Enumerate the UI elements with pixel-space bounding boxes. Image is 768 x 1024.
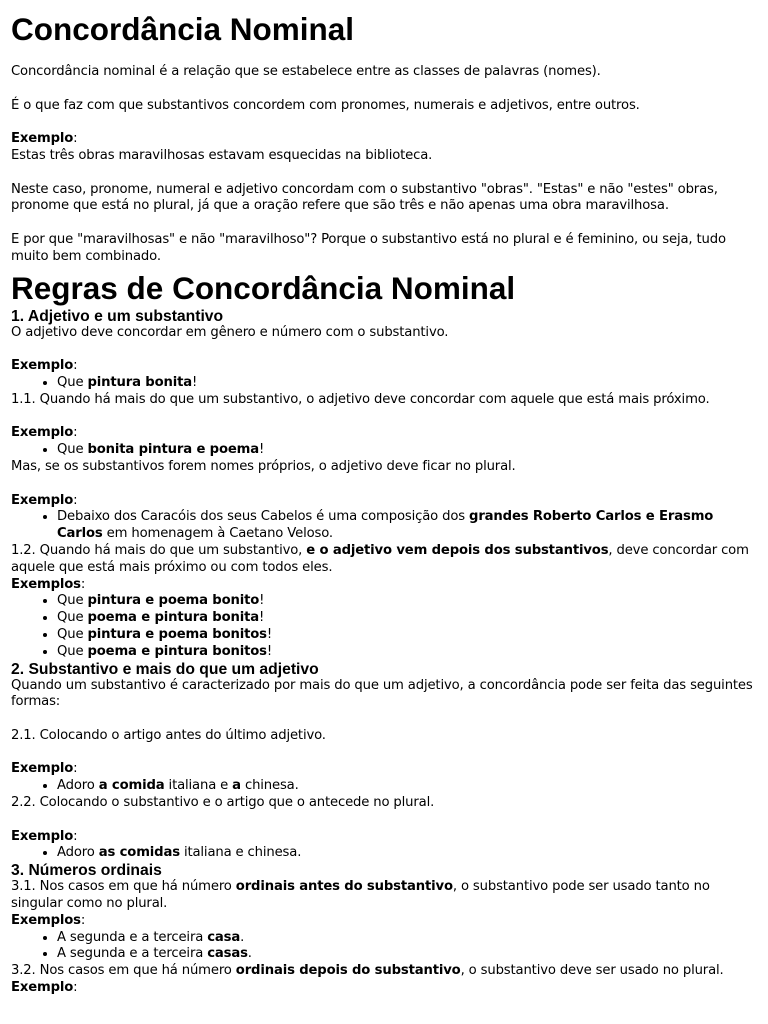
colon: :: [73, 492, 78, 508]
text-run: Que: [57, 374, 88, 390]
bold-text: ordinais antes do substantivo: [235, 879, 453, 895]
rule-1-1: 1.1. Quando há mais do que um substantivo, o adjetivo deve concordar com aquele que está mais próximo.: [11, 391, 710, 407]
text-run: Adoro: [57, 845, 99, 861]
page-title: Concordância Nominal: [11, 11, 355, 47]
s2-example-2-list: [11, 845, 757, 862]
text-run: !: [259, 610, 265, 626]
bold-text: casas: [207, 946, 248, 962]
text-run: chinesa.: [240, 778, 299, 794]
example-label: Exemplo: [11, 761, 74, 777]
proper-nouns-text: Mas, se os substantivos forem nomes próprios, o adjetivo deve ficar no plural.: [11, 458, 516, 474]
heading-numeros-ordinais: 3. Números ordinais: [11, 862, 162, 880]
heading-substantivo-adjetivos: 2. Substantivo e mais do que um adjetivo: [11, 660, 319, 678]
bold-text: poema e pintura bonitos: [87, 643, 267, 659]
text-run: 1.2. Quando há mais do que um substantivo,: [11, 542, 307, 558]
rule-3-1: [11, 879, 757, 913]
intro-paragraph-3: Neste caso, pronome, numeral e adjetivo concordam com o substantivo "obras". "Estas" e não "estes" obras, pronome que está no plural, já que a oração refere que são três e não apenas uma obra maravilhosa.: [11, 181, 718, 214]
rule-3-2: [11, 963, 757, 980]
heading-adjetivo-substantivo: 1. Adjetivo e um substantivo: [11, 307, 224, 325]
text-run: A segunda e a terceira: [57, 946, 208, 962]
list-item: [57, 627, 757, 644]
s2-text: Quando um substantivo é caracterizado por mais do que um adjetivo, a concordância pode ser feita das seguintes formas:: [11, 677, 753, 710]
intro-paragraph-1: Concordância nominal é a relação que se estabelece entre as classes de palavras (nomes).: [11, 64, 601, 79]
list-item: [57, 375, 757, 392]
colon: :: [80, 912, 86, 928]
section-title-rules: Regras de Concordância Nominal: [11, 269, 516, 306]
bold-text: pintura e poema bonito: [87, 593, 260, 609]
list-item: [57, 930, 757, 947]
text-run: italiana e chinesa.: [179, 845, 302, 861]
intro-example-text: Estas três obras maravilhosas estavam esquecidas na biblioteca.: [11, 147, 433, 163]
text-run: .: [247, 946, 252, 962]
rule-1-2: [11, 543, 757, 577]
s1-example-1-list: [11, 375, 757, 392]
example-label: Exemplos: [11, 912, 81, 928]
s3-example-1-label: [11, 913, 757, 930]
s1-text: O adjetivo deve concordar em gênero e número com o substantivo.: [11, 324, 449, 340]
text-run: Que: [57, 626, 88, 642]
s1-example-4-label: [11, 577, 757, 594]
bold-text: a: [232, 778, 241, 794]
colon: :: [73, 980, 78, 996]
list-item: [57, 509, 757, 543]
text-run: Que: [57, 643, 88, 659]
bold-text: poema e pintura bonita: [87, 610, 260, 626]
intro-paragraph-4: E por que "maravilhosas" e não "maravilhoso"? Porque o substantivo está no plural e é feminino, ou seja, tudo muito bem combinado.: [11, 231, 726, 264]
text-run: , deve concordar com aquele que está mais próximo ou com todos eles.: [11, 542, 749, 575]
text-run: , o substantivo pode ser usado tanto no singular como no plural.: [11, 879, 710, 912]
s1-example-4-list: [11, 593, 757, 660]
s1-example-1-label: [11, 358, 757, 375]
text-run: 3.2. Nos casos em que há número: [11, 963, 236, 979]
s1-example-2-label: [11, 425, 757, 442]
text-run: A segunda e a terceira: [57, 929, 208, 945]
list-item: [57, 610, 757, 627]
text-run: !: [266, 626, 273, 642]
s2-example-1-list: [11, 778, 757, 795]
example-label: Exemplo: [11, 358, 74, 374]
text-run: em homenagem à Caetano Veloso.: [102, 526, 333, 542]
intro-example-label: [11, 131, 757, 148]
bold-text: grandes Roberto Carlos e Erasmo Carlos: [57, 509, 714, 542]
colon: :: [80, 576, 86, 592]
bold-text: pintura e poema bonitos: [87, 626, 267, 642]
list-item: [57, 845, 757, 862]
list-item: [57, 442, 757, 459]
rule-2-2: 2.2. Colocando o substantivo e o artigo que o antecede no plural.: [11, 795, 435, 811]
text-run: !: [259, 593, 265, 609]
s1-example-3-label: [11, 493, 757, 510]
s2-example-1-label: [11, 761, 757, 778]
list-item: [57, 593, 757, 610]
list-item: [57, 946, 757, 963]
example-label: Exemplo: [11, 131, 74, 147]
text-run: .: [240, 929, 245, 945]
intro-paragraph-2: É o que faz com que substantivos concordem com pronomes, numerais e adjetivos, entre outros.: [11, 97, 640, 113]
list-item: [57, 778, 757, 795]
text-run: Que: [57, 442, 88, 458]
s1-example-2-list: [11, 442, 757, 459]
colon: :: [73, 761, 78, 777]
bold-text: e o adjetivo vem depois dos substantivos: [306, 542, 609, 558]
rule-2-1: 2.1. Colocando o artigo antes do último adjetivo.: [11, 727, 326, 743]
text-run: Que: [57, 593, 88, 609]
list-item: [57, 644, 757, 661]
s3-example-1-list: [11, 930, 757, 964]
s2-example-2-label: [11, 829, 757, 846]
colon: :: [73, 425, 78, 441]
bold-text: a comida: [98, 778, 165, 794]
text-run: Debaixo dos Caracóis dos seus Cabelos é uma composição dos: [57, 509, 470, 525]
s1-example-3-list: [11, 509, 757, 543]
text-run: !: [266, 643, 273, 659]
text-run: !: [192, 374, 198, 390]
example-label: Exemplo: [11, 828, 74, 844]
bold-text: as comidas: [98, 845, 180, 861]
text-run: 3.1. Nos casos em que há número: [11, 879, 236, 895]
bold-text: casa: [207, 929, 241, 945]
text-run: Que: [57, 610, 88, 626]
text-run: Adoro: [57, 778, 99, 794]
colon: :: [73, 358, 78, 374]
text-run: , o substantivo deve ser usado no plural.: [460, 963, 724, 979]
bold-text: pintura bonita: [87, 374, 192, 390]
text-run: italiana e: [164, 778, 233, 794]
bold-text: ordinais depois do substantivo: [235, 963, 461, 979]
text-run: !: [259, 442, 265, 458]
colon: :: [73, 828, 78, 844]
s3-example-2-label: [11, 980, 757, 997]
example-label: Exemplos: [11, 576, 81, 592]
example-label: Exemplo: [11, 425, 74, 441]
colon: :: [73, 131, 78, 147]
example-label: Exemplo: [11, 980, 74, 996]
bold-text: bonita pintura e poema: [87, 442, 260, 458]
example-label: Exemplo: [11, 492, 74, 508]
